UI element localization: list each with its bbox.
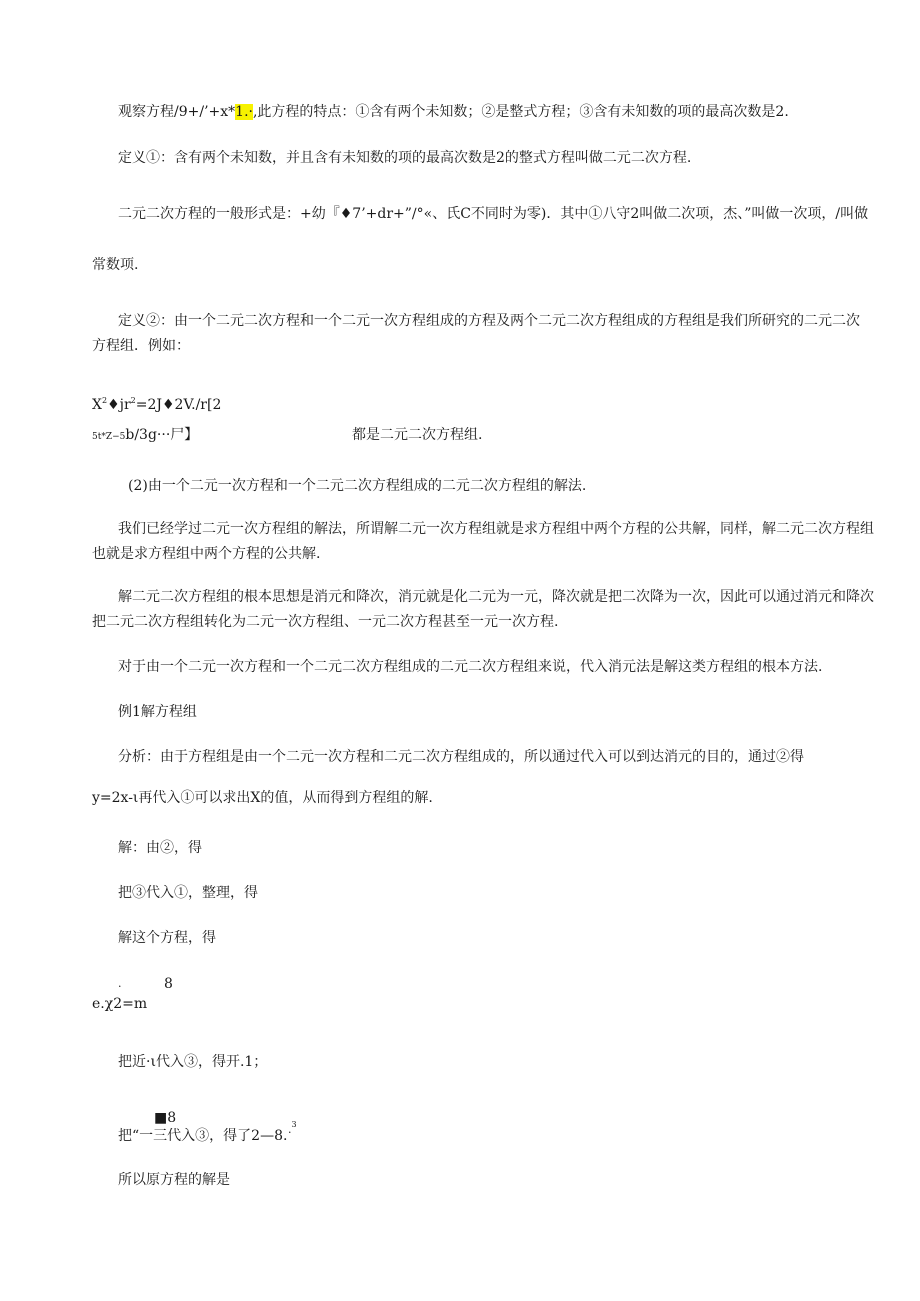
general-form-line1: 二元二次方程的一般形式是：+幼『♦7’+dr+”∕°«、氏C不同时为零)．其中①八守2叫做二次项，杰、”叫做一次项，/叫做 [118, 206, 869, 222]
example-equation-2 [92, 428, 198, 442]
fraction-1-numerator: 8 [164, 976, 173, 992]
example-1-title: 例1解方程组 [118, 704, 197, 720]
paragraph-method: 对于由一个二元一次方程和一个二元二次方程组成的二元二次方程组来说，代入消元法是解这类方程组的根本方法. [118, 659, 823, 675]
eq1-part-c: =2J♦2V./r[2 [135, 397, 222, 413]
definition-1: 定义①：含有两个未知数，并且含有未知数的项的最高次数是2的整式方程叫做二元二次方程. [118, 150, 692, 166]
eq1-part-a: X [92, 397, 102, 413]
paragraph-idea-line2: 把二元二次方程组转化为二元一次方程组、一元二次方程甚至一元一次方程. [92, 614, 559, 630]
solution-step-3: 解这个方程，得 [118, 930, 216, 946]
eq1-exponent-1: 2 [101, 396, 108, 405]
fraction-2-dot [288, 1120, 297, 1136]
paragraph-observe-equation [118, 105, 789, 119]
highlighted-term: 1.· [235, 104, 253, 120]
paragraph-review-line2: 也就是求方程组中两个方程的公共解. [92, 546, 321, 562]
analysis-line2: y=2x-ι再代入①可以求出X的值，从而得到方程组的解. [92, 790, 433, 806]
solution-step-5: 把“一三代入③，得了2—8. [118, 1128, 288, 1144]
observe-text-a: 观察方程/9+/’+x* [118, 104, 236, 120]
fraction-1-dot: . [118, 977, 122, 990]
eq1-part-b: ♦jr [107, 397, 131, 413]
example-caption: 都是二元二次方程组. [352, 427, 483, 443]
observe-text-b: ,此方程的特点：①含有两个未知数；②是整式方程；③含有未知数的项的最高次数是2. [252, 104, 789, 120]
example-equation-1 [92, 398, 221, 412]
solution-step-2: 把③代入①，整理，得 [118, 885, 258, 901]
definition-2-line2: 方程组．例如： [92, 338, 190, 354]
fraction-1-expression: e.χ2=m [92, 996, 148, 1012]
section-2-heading: (2)由一个二元一次方程和一个二元二次方程组成的二元二次方程组的解法. [128, 478, 587, 494]
solution-step-1: 解：由②，得 [118, 840, 202, 856]
solution-conclusion: 所以原方程的解是 [118, 1172, 230, 1188]
eq2-part-b: b∕3g···尸】 [125, 427, 199, 443]
fraction-2-dot-char: . [288, 1123, 292, 1136]
paragraph-review-line1: 我们已经学过二元一次方程组的解法，所谓解二元一次方程组就是求方程组中两个方程的公共解，同样，解二元二次方程组 [118, 521, 874, 537]
eq2-part-a: 5t*Z−5 [92, 432, 126, 442]
eq1-exponent-2: 2 [130, 396, 136, 405]
general-form-line2: 常数项. [92, 257, 139, 273]
analysis-line1: 分析：由于方程组是由一个二元一次方程和二元二次方程组成的，所以通过代入可以到达消元的目的，通过②得 [118, 749, 804, 765]
fraction-2-top: ■8 [154, 1110, 177, 1126]
solution-step-4: 把近·ι代入③，得开.1； [118, 1054, 268, 1070]
paragraph-idea-line1: 解二元二次方程组的根本思想是消元和降次，消元就是化二元为一元，降次就是把二次降为一次，因此可以通过消元和降次 [118, 589, 874, 605]
definition-2-line1: 定义②：由一个二元二次方程和一个二元一次方程组成的方程及两个二元二次方程组成的方程组是我们所研究的二元二次 [118, 313, 860, 329]
fraction-2-superscript: 3 [291, 1120, 297, 1129]
